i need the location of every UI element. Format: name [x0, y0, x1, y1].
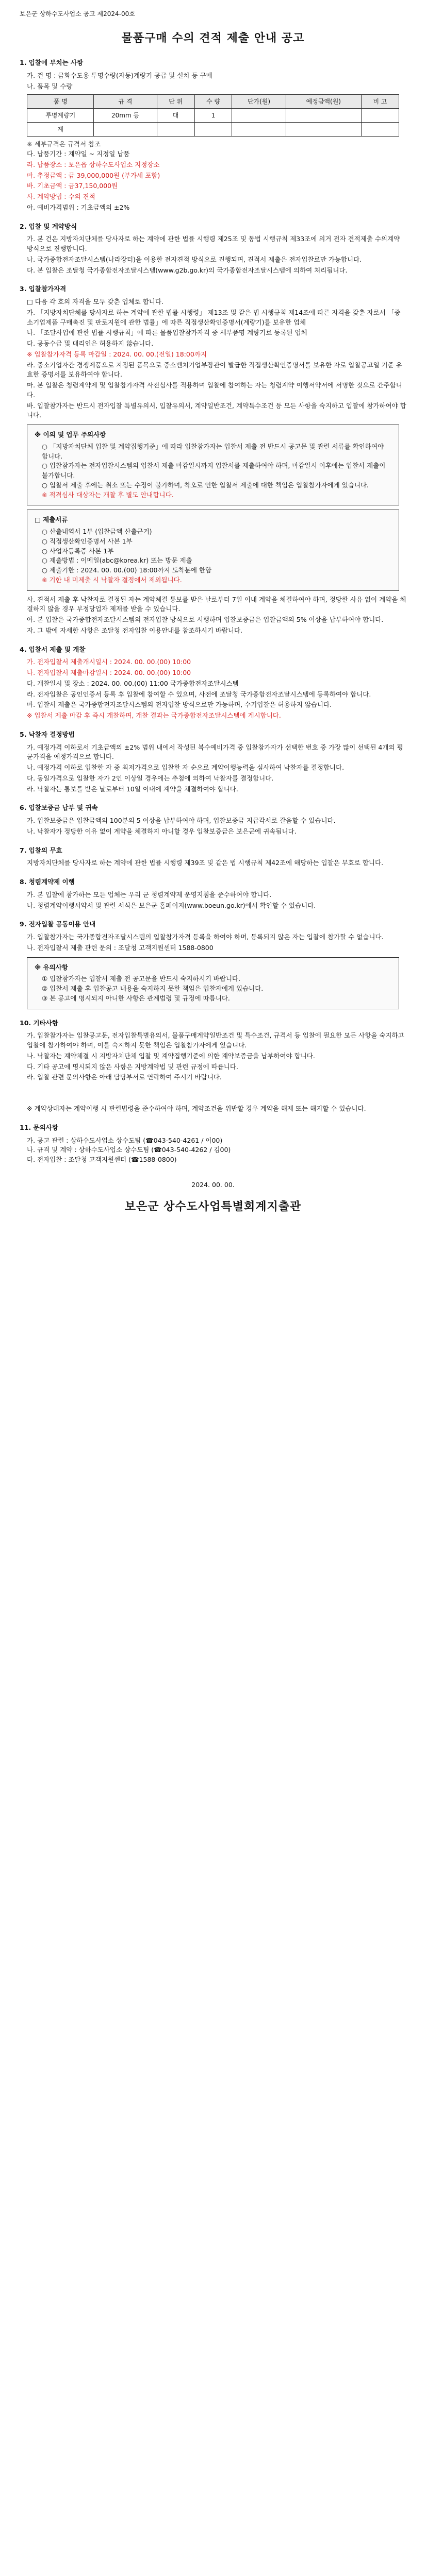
paragraph: 라. 전자입찰은 공인인증서 등록 후 입찰에 참여할 수 있으며, 사전에 조달청 국가종합전자조달시스템에 등록하여야 합니다.: [27, 690, 371, 698]
item-list-label: 나. 품목 및 수량: [27, 82, 73, 90]
table-cell: [194, 123, 232, 137]
submission-line: ○ 사업자등록증 사본 1부: [42, 547, 114, 555]
paragraph: 다. 본 입찰은 조달청 국가종합전자조달시스템(www.g2b.go.kr)의 국가종합전자조달시스템에 의하여 처리됩니다.: [27, 266, 348, 274]
table-cell: [157, 123, 194, 137]
section-1-heading: 1. 입찰에 부치는 사항: [20, 59, 84, 66]
submission-box-title: □ 제출서류: [35, 516, 68, 524]
notice-line: ※ 적격심사 대상자는 개찰 후 별도 안내합니다.: [42, 490, 174, 499]
issuer-name: 보은군 상수도사업특별회계지출관: [124, 1200, 302, 1213]
section-11-heading: 11. 문의사항: [20, 1123, 58, 1131]
table-cell: 1: [194, 109, 232, 123]
table-header: 규 격: [94, 95, 157, 109]
paragraph: 라. 낙찰자는 통보를 받은 날로부터 10일 이내에 계약을 체결하여야 합니다.: [27, 785, 238, 793]
table-header-row: [27, 95, 399, 109]
submission-line: ○ 제출기한 : 2024. 00. 00.(00) 18:00까지 도착분에 한함: [42, 566, 212, 574]
estimated-amount: 마. 추정금액 : 금 39,000,000원 (부가세 포함): [27, 171, 160, 179]
section-5-heading: 5. 낙찰자 결정방법: [20, 730, 75, 738]
section-10: [20, 1019, 406, 1114]
table-cell: [94, 123, 157, 137]
section-8-heading: 8. 청렴계약제 이행: [20, 878, 75, 886]
paragraph: 나. 예정가격 이하로 입찰한 자 중 최저가격으로 입찰한 자 순으로 계약이행능력을 심사하여 낙찰자를 결정합니다.: [27, 764, 345, 771]
section-11: [20, 1123, 406, 1165]
notice-box-title: ※ 이의 및 업무 주의사항: [35, 431, 106, 438]
paragraph: 자. 그 밖에 자세한 사항은 조달청 전자입찰 이용안내를 참조하시기 바랍니다.: [27, 626, 243, 634]
bid-start: 가. 전자입찰서 제출개시일시 : 2024. 00. 00.(00) 10:00: [27, 658, 191, 666]
section-9-heading: 9. 전자입찰 공동이용 안내: [20, 920, 96, 928]
notice-line: ○ 「지방자치단체 입찰 및 계약집행기준」에 따라 입찰참가자는 입찰서 제출 전 반드시 공고문 및 관련 서류를 확인하여야 합니다.: [42, 442, 384, 460]
paragraph: 라. 입찰 관련 문의사항은 아래 담당부서로 연락하여 주시기 바랍니다.: [27, 1073, 222, 1081]
items-table: [27, 94, 399, 137]
paragraph: ※ 계약상대자는 계약이행 시 관련법령을 준수하여야 하며, 계약조건을 위반할 경우 계약을 해제 또는 해지할 수 있습니다.: [27, 1105, 366, 1112]
table-header: 품 명: [27, 95, 94, 109]
doc-number: 보은군 상하수도사업소 공고 제2024-00호: [20, 10, 135, 18]
caution-box-title: ※ 유의사항: [35, 963, 68, 971]
paragraph: 가. 예정가격 이하로서 기초금액의 ±2% 범위 내에서 작성된 복수예비가격 중 입찰참가자가 선택한 번호 중 가장 많이 선택된 4개의 평균가격을 예정가격으로 합니다.: [27, 743, 403, 761]
document-page: [0, 0, 426, 1215]
section-3: [20, 284, 406, 635]
notice-box: [27, 425, 399, 505]
section-8: [20, 877, 406, 910]
table-cell: [362, 123, 399, 137]
table-header: 단가(원): [232, 95, 286, 109]
table-header: 예정금액(원): [286, 95, 361, 109]
table-header: 비 고: [362, 95, 399, 109]
opening-time: 다. 개찰일시 및 장소 : 2024. 00. 00.(00) 11:00 국가종합전자조달시스템: [27, 679, 239, 687]
table-header: 단 위: [157, 95, 194, 109]
paragraph: 나. 낙찰자가 정당한 이유 없이 계약을 체결하지 아니할 경우 입찰보증금은 보은군에 귀속됩니다.: [27, 827, 297, 835]
table-total-row: [27, 123, 399, 137]
table-total-label: 계: [27, 123, 94, 137]
paragraph: 가. 본 건은 지방자치단체를 당사자로 하는 계약에 관한 법률 시행령 제25조 및 동법 시행규칙 제33조에 의거 전자 견적제출 수의계약 방식으로 진행합니다.: [27, 235, 400, 252]
paragraph: 가. 입찰보증금은 입찰금액의 100분의 5 이상을 납부하여야 하며, 입찰보증금 지급각서로 갈음할 수 있습니다.: [27, 817, 336, 824]
caution-line: ③ 본 공고에 명시되지 아니한 사항은 관계법령 및 규정에 따릅니다.: [42, 994, 230, 1002]
section-7-heading: 7. 입찰의 무효: [20, 846, 62, 854]
paragraph: 가. 입찰참가자는 입찰공고문, 전자입찰특별유의서, 물품구매계약일반조건 및 특수조건, 규격서 등 입찰에 필요한 모든 사항을 숙지하고 입찰에 참가하여야 하며, 이를 숙지하지 못한 책임은 입찰참가자에게 있습니다.: [27, 1031, 404, 1049]
opening-note: ※ 입찰서 제출 마감 후 즉시 개찰하며, 개찰 결과는 국가종합전자조달시스템에 게시합니다.: [27, 711, 281, 719]
paragraph: 마. 입찰서 제출은 국가종합전자조달시스템의 전자입찰 방식으로만 가능하며, 수기입찰은 허용하지 않습니다.: [27, 701, 332, 709]
section-3-heading: 3. 입찰참가자격: [20, 285, 67, 293]
delivery-place: 라. 납품장소 : 보은읍 상하수도사업소 지정장소: [27, 160, 160, 168]
submission-note: ※ 기한 내 미제출 시 낙찰자 결정에서 제외됩니다.: [42, 575, 182, 584]
paragraph: 다. 기타 공고에 명시되지 않은 사항은 지방계약법 및 관련 규정에 따릅니다.: [27, 1062, 238, 1071]
section-6: [20, 803, 406, 836]
paragraph: 가. 「지방자치단체를 당사자로 하는 계약에 관한 법률 시행령」 제13조 및 같은 법 시행규칙 제14조에 따른 자격을 갖춘 자로서 「중소기업제품 구매촉진 및 판로지원에 관한 법률」에 따른 직접생산확인증명서(계량기)를 보유한 업체: [27, 308, 401, 326]
paragraph: □ 다음 각 호의 자격을 모두 갖춘 업체로 합니다.: [27, 298, 163, 306]
section-10-heading: 10. 기타사항: [20, 1019, 58, 1027]
paragraph: 가. 입찰참가자는 국가종합전자조달시스템의 입찰참가자격 등록을 하여야 하며, 등록되지 않은 자는 입찰에 참가할 수 없습니다.: [27, 933, 384, 941]
paragraph: 나. 「조달사업에 관한 법률 시행규칙」에 따른 물품입찰참가자격 중 세부품명 계량기로 등록된 업체: [27, 329, 307, 337]
announcement-date: 2024. 00. 00.: [191, 1180, 235, 1189]
item-name: 가. 건 명 : 금화수도용 투명수량(자동)계량기 공급 및 설치 등 구매: [27, 71, 212, 79]
section-7: [20, 846, 406, 869]
notice-line: ○ 입찰참가자는 전자입찰시스템의 입찰서 제출 마감일시까지 입찰서를 제출하여야 하며, 마감일시 이후에는 입찰서 제출이 불가합니다.: [42, 462, 386, 479]
paragraph: 마. 본 입찰은 청렴계약제 및 입찰참가자격 사전심사를 적용하며 입찰에 참여하는 자는 청렴계약 이행서약서에 서명한 것으로 간주합니다.: [27, 381, 402, 399]
submission-box: [27, 510, 399, 590]
table-cell: [286, 109, 361, 123]
price-range: 아. 예비가격범위 : 기초금액의 ±2%: [27, 203, 130, 211]
paragraph: 나. 국가종합전자조달시스템(나라장터)을 이용한 전자견적 방식으로 진행되며, 견적서 제출은 전자입찰로만 가능합니다.: [27, 255, 362, 263]
caution-box: [27, 957, 399, 1009]
paragraph: 다. 공동수급 및 대리인은 허용하지 않습니다.: [27, 340, 154, 347]
contact-line: 나. 규격 및 계약 : 상하수도사업소 상수도팀 (☎043-540-4262 / 김00): [27, 1146, 231, 1154]
table-cell: [232, 123, 286, 137]
paragraph: 아. 본 입찰은 국가종합전자조달시스템의 전자입찰 방식으로 시행하며 입찰보증금은 입찰금액의 5% 이상을 납부하여야 합니다.: [27, 616, 384, 623]
spec-note: ※ 세부규격은 규격서 참조: [27, 140, 101, 148]
caution-line: ② 입찰서 제출 후 입찰공고 내용을 숙지하지 못한 책임은 입찰자에게 있습니다.: [42, 985, 264, 992]
contact-line: 다. 전자입찰 : 조달청 고객지원센터 (☎1588-0800): [27, 1156, 177, 1163]
section-1: [20, 58, 406, 213]
contact-line: 가. 공고 관련 : 상하수도사업소 상수도팀 (☎043-540-4261 / 이00): [27, 1136, 223, 1144]
notice-line: ○ 입찰서 제출 후에는 취소 또는 수정이 불가하며, 착오로 인한 입찰서 제출에 대한 책임은 입찰참가자에게 있습니다.: [42, 481, 369, 489]
delivery-period: 다. 납품기간 : 계약일 ~ 지정일 납품: [27, 150, 130, 158]
table-cell: [232, 109, 286, 123]
caution-line: ① 입찰참가자는 입찰서 제출 전 공고문을 반드시 숙지하시기 바랍니다.: [42, 975, 241, 983]
section-4: [20, 645, 406, 721]
table-cell: 대: [157, 109, 194, 123]
paragraph: 지방자치단체를 당사자로 하는 계약에 관한 법률 시행령 제39조 및 같은 법 시행규칙 제42조에 해당하는 입찰은 무효로 합니다.: [27, 859, 384, 867]
bid-end: 나. 전자입찰서 제출마감일시 : 2024. 00. 00.(00) 10:00: [27, 669, 191, 676]
table-cell: 투명계량기: [27, 109, 94, 123]
table-row: [27, 109, 399, 123]
submission-line: ○ 제출방법 : 이메일(abc@korea.kr) 또는 방문 제출: [42, 556, 192, 565]
paragraph: 나. 낙찰자는 계약체결 시 지방자치단체 입찰 및 계약집행기준에 의한 계약보증금을 납부하여야 합니다.: [27, 1052, 315, 1060]
paragraph: 바. 입찰참가자는 반드시 전자입찰 특별유의서, 입찰유의서, 계약일반조건, 계약특수조건 등 모든 사항을 숙지하고 입찰에 참가하여야 합니다.: [27, 401, 406, 419]
section-2-heading: 2. 입찰 및 계약방식: [20, 222, 77, 230]
table-cell: 20mm 등: [94, 109, 157, 123]
paragraph: 사. 견적서 제출 후 낙찰자로 결정된 자는 계약체결 통보를 받은 날로부터 7일 이내 계약을 체결하여야 하며, 정당한 사유 없이 계약을 체결하지 않을 경우 부정당업자 제재를 받을 수 있습니다.: [27, 595, 406, 613]
submission-line: ○ 직접생산확인증명서 사본 1부: [42, 537, 133, 545]
submission-line: ○ 산출내역서 1부 (입찰금액 산출근거): [42, 528, 152, 535]
section-4-heading: 4. 입찰서 제출 및 개찰: [20, 645, 86, 653]
table-header: 수 량: [194, 95, 232, 109]
contract-method: 사. 계약방법 : 수의 견적: [27, 193, 95, 200]
paragraph: 가. 본 입찰에 참가하는 모든 업체는 우리 군 청렴계약제 운영지침을 준수하여야 합니다.: [27, 890, 272, 899]
spacer: [20, 1083, 406, 1104]
section-6-heading: 6. 입찰보증금 납부 및 귀속: [20, 804, 98, 812]
paragraph: 나. 청렴계약이행서약서 및 관련 서식은 보은군 홈페이지(www.boeun.go.kr)에서 확인할 수 있습니다.: [27, 901, 316, 909]
base-amount: 바. 기초금액 : 금37,150,000원: [27, 182, 118, 190]
section-9: [20, 920, 406, 1009]
section-2: [20, 222, 406, 276]
paragraph: 라. 중소기업자간 경쟁제품으로 지정된 품목으로 중소벤처기업부장관이 발급한 직접생산확인증명서를 보유한 자로 입찰공고일 기준 유효한 증명서를 보유하여야 합니다.: [27, 361, 402, 379]
section-5: [20, 730, 406, 794]
paragraph: 다. 동일가격으로 입찰한 자가 2인 이상일 경우에는 추첨에 의하여 낙찰자를 결정합니다.: [27, 774, 274, 782]
paragraph: 나. 전자입찰서 제출 관련 문의 : 조달청 고객지원센터 1588-0800: [27, 943, 214, 952]
table-cell: [286, 123, 361, 137]
page-title: 물품구매 수의 견적 제출 안내 공고: [121, 32, 305, 45]
table-cell: [362, 109, 399, 123]
deadline-note: ※ 입찰참가자격 등록 마감일 : 2024. 00. 00.(전일) 18:00까지: [27, 350, 207, 358]
